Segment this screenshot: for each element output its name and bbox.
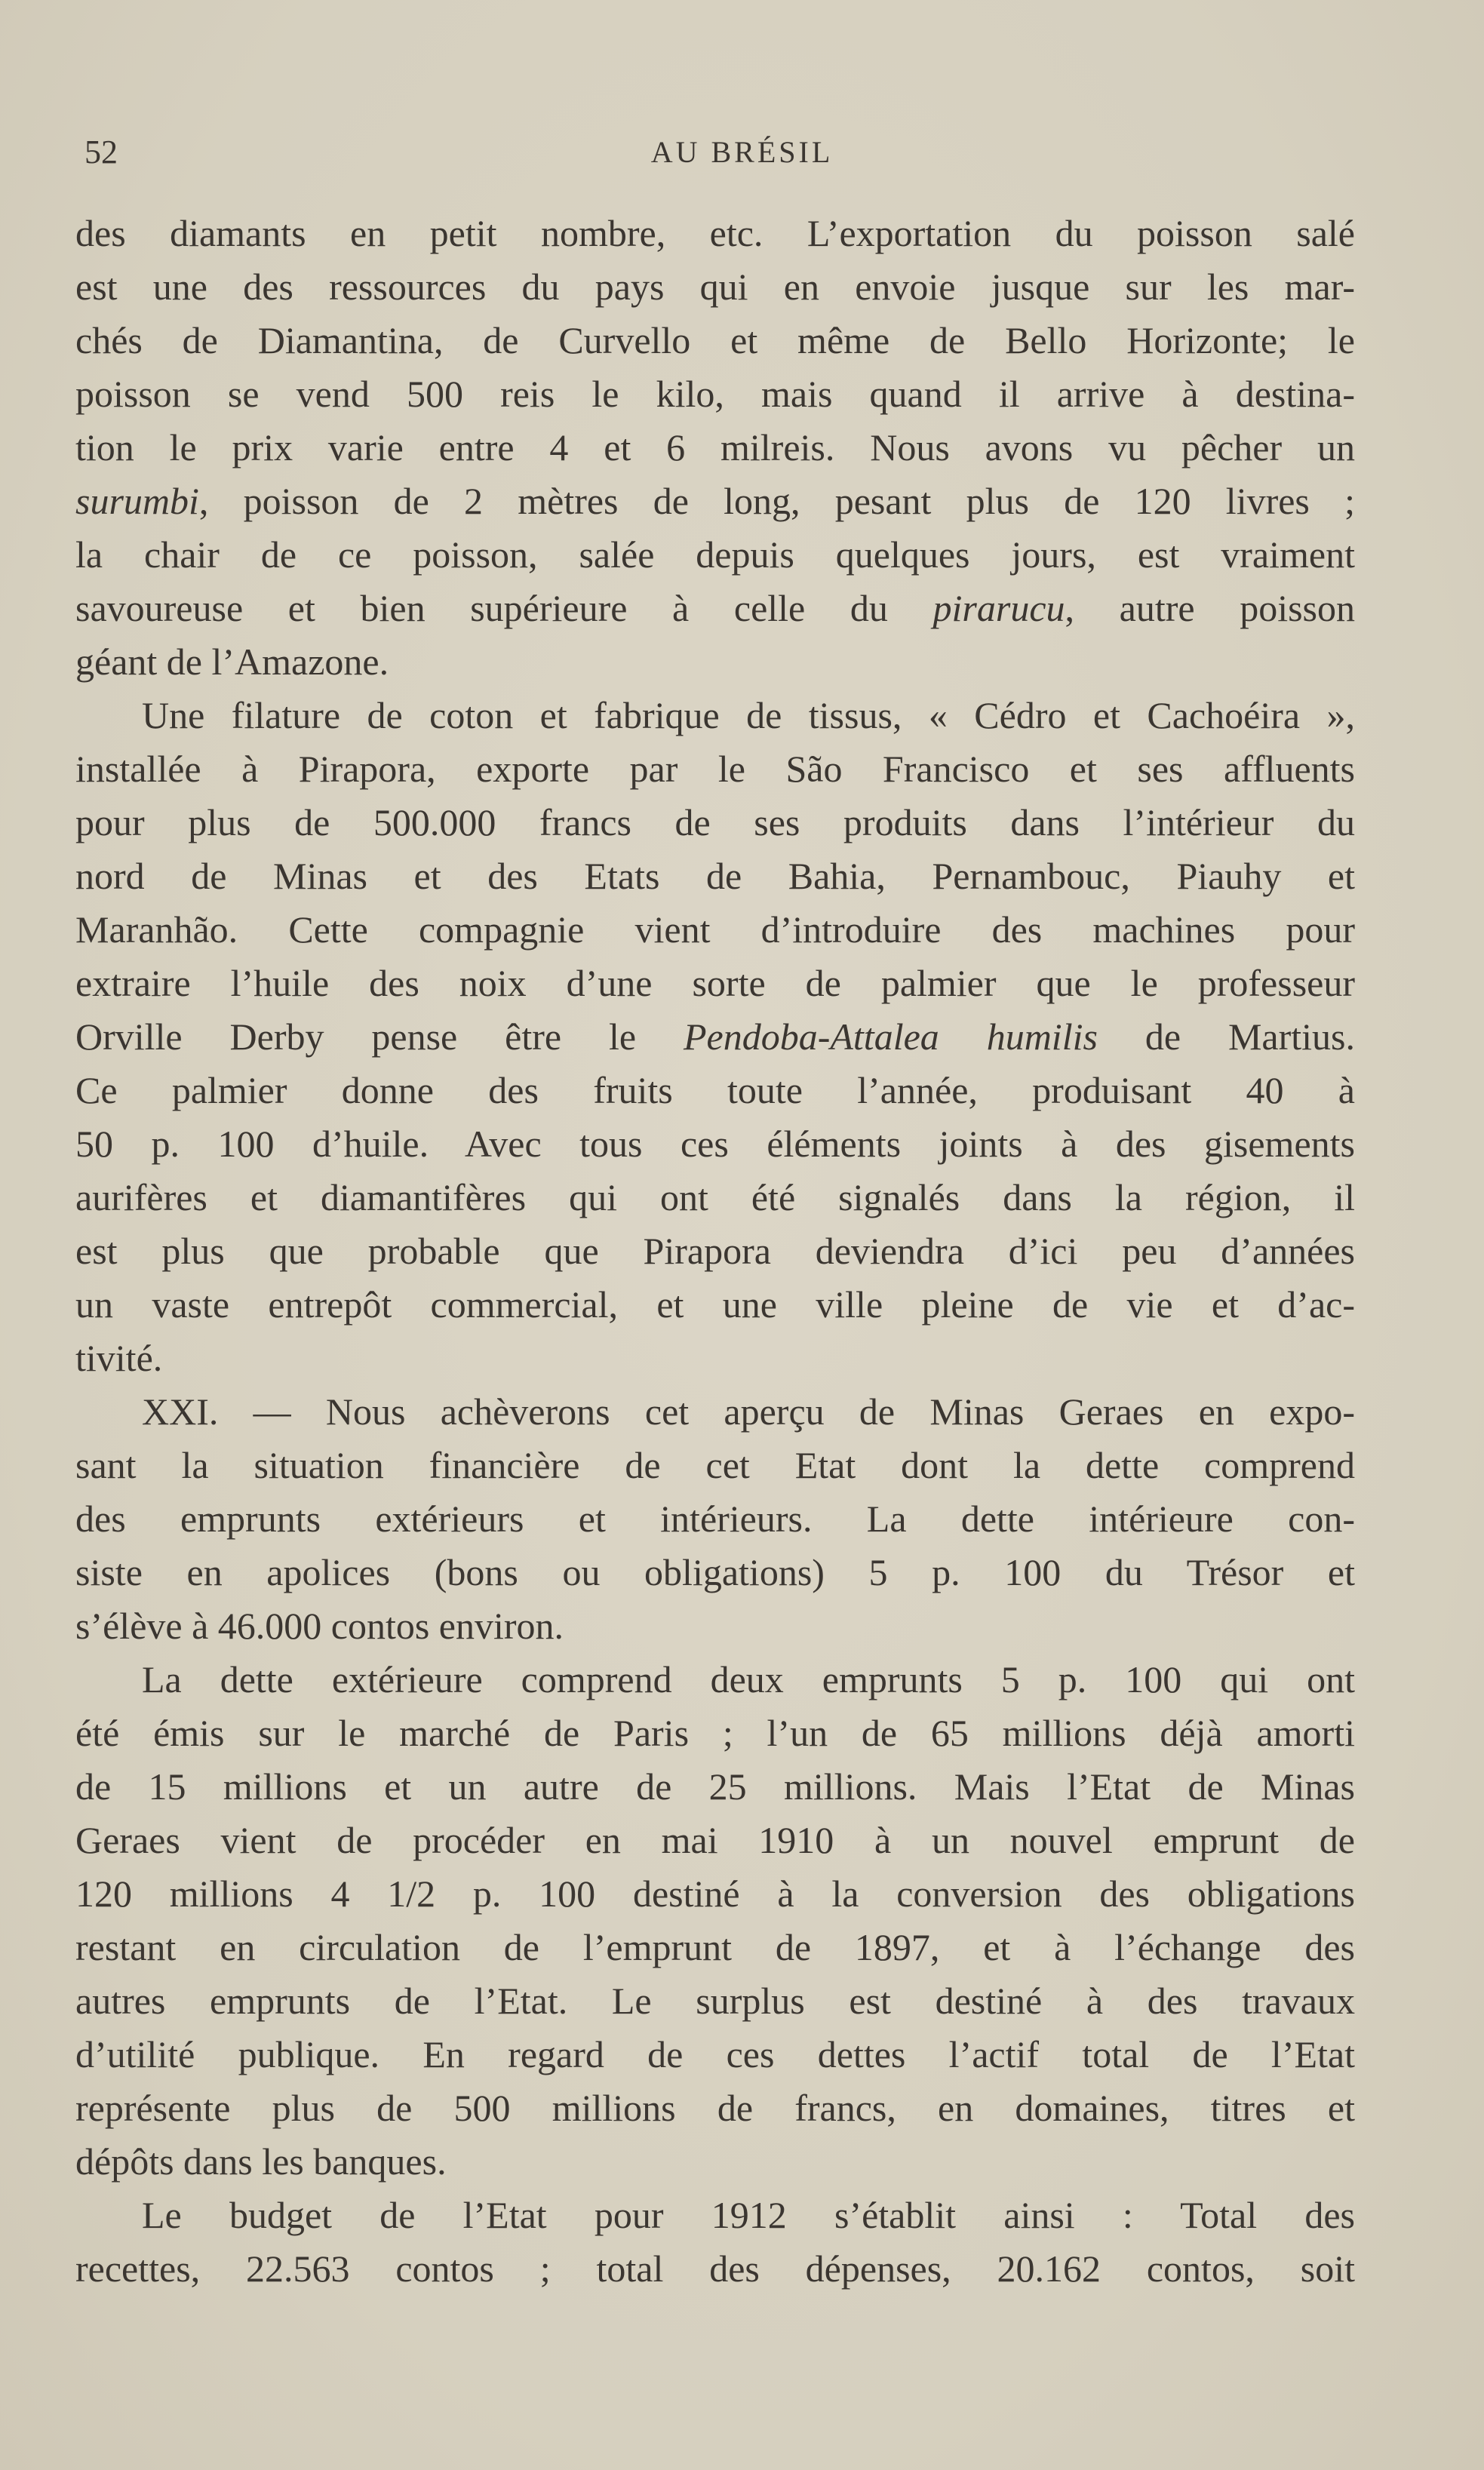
text-line [75,957,1355,1010]
text-segment: des diamants en petit nombre, etc. L’exportation du poisson salé [75,212,1355,254]
running-head: AU BRÉSIL [650,135,834,169]
text-segment: tion le prix varie entre 4 et 6 milreis. Nous avons vu pêcher un [75,426,1355,469]
text-segment: des emprunts extérieurs et intérieurs. La dette intérieure con- [75,1498,1355,1540]
text-line [75,1064,1355,1117]
text-segment: , autre poisson [1065,587,1356,629]
text-segment: recettes, 22.563 contos ; total des dépenses, 20.162 contos, soit [75,2247,1355,2290]
text-line [75,1921,1355,1974]
paragraph [75,689,1355,1385]
text-segment: de 15 millions et un autre de 25 millions. Mais l’Etat de Minas [75,1765,1355,1808]
text-segment: été émis sur le marché de Paris ; l’un de 65 millions déjà amorti [75,1712,1355,1754]
text-line [75,2189,1355,2242]
text-line [75,635,1355,689]
text-line [75,1171,1355,1224]
paragraph [75,1385,1355,1653]
text-line [75,314,1355,367]
text-line [75,582,1355,635]
text-segment: autres emprunts de l’Etat. Le surplus est destiné à des travaux [75,1980,1355,2022]
text-segment: représente plus de 500 millions de francs, en domaines, titres et [75,2087,1355,2129]
text-line [75,475,1355,528]
text-segment: la chair de ce poisson, salée depuis quelques jours, est vraiment [75,533,1355,576]
text-segment: dépôts dans les banques. [75,2140,447,2183]
text-line [75,1439,1355,1492]
text-segment: aurifères et diamantifères qui ont été signalés dans la région, il [75,1176,1355,1218]
text-segment: 50 p. 100 d’huile. Avec tous ces éléments joints à des gisements [75,1123,1355,1165]
text-segment: installée à Pirapora, exporte par le São Francisco et ses affluents [75,748,1355,790]
text-line [75,689,1355,742]
text-line [75,2242,1355,2296]
text-line [75,2081,1355,2135]
text-line [75,2135,1355,2189]
text-line [75,1653,1355,1707]
text-line [75,260,1355,314]
text-segment: sant la situation financière de cet Etat dont la dette comprend [75,1444,1355,1486]
page-number: 52 [84,134,118,171]
text-segment: un vaste entrepôt commercial, et une ville pleine de vie et d’ac- [75,1283,1355,1326]
text-segment: La dette extérieure comprend deux emprunts 5 p. 100 qui ont [142,1658,1355,1700]
text-line [75,1974,1355,2028]
text-line [75,849,1355,903]
text-line [75,903,1355,957]
text-segment: pour plus de 500.000 francs de ses produits dans l’intérieur du [75,801,1355,843]
text-segment: est plus que probable que Pirapora deviendra d’ici peu d’années [75,1230,1355,1272]
text-line [75,421,1355,475]
paragraph [75,2189,1355,2296]
text-segment: Une filature de coton et fabrique de tissus, « Cédro et Cachoéira », [142,694,1355,736]
paragraph [75,207,1355,689]
text-line [75,207,1355,260]
text-segment: XXI. — Nous achèverons cet aperçu de Minas Geraes en expo- [142,1390,1355,1433]
text-line [75,1117,1355,1171]
text-segment: tivité. [75,1337,163,1379]
text-line [75,1224,1355,1278]
italic-term: pirarucu [932,587,1065,629]
text-line [75,1546,1355,1599]
text-segment: Geraes vient de procéder en mai 1910 à un nouvel emprunt de [75,1819,1355,1861]
text-segment: de Martius. [1097,1015,1355,1058]
body-text [75,207,1355,2296]
text-line [75,1867,1355,1921]
text-segment: poisson se vend 500 reis le kilo, mais quand il arrive à destina- [75,373,1355,415]
text-line [75,1385,1355,1439]
text-segment: est une des ressources du pays qui en envoie jusque sur les mar- [75,266,1355,308]
text-line [75,1707,1355,1760]
text-segment: Maranhão. Cette compagnie vient d’introduire des machines pour [75,908,1355,951]
italic-term: surumbi [75,480,199,522]
text-segment: d’utilité publique. En regard de ces dettes l’actif total de l’Etat [75,2033,1355,2075]
italic-term: Pendoba-Attalea humilis [683,1015,1098,1058]
text-line [75,367,1355,421]
text-segment: géant de l’Amazone. [75,641,389,683]
text-line [75,796,1355,849]
paragraph [75,1653,1355,2189]
text-line [75,742,1355,796]
text-line [75,1492,1355,1546]
text-line [75,1599,1355,1653]
text-segment: 120 millions 4 1/2 p. 100 destiné à la conversion des obligations [75,1872,1355,1915]
text-segment: savoureuse et bien supérieure à celle du [75,587,933,629]
text-segment: , poisson de 2 mètres de long, pesant plus de 120 livres ; [198,480,1355,522]
text-line [75,1814,1355,1867]
text-segment: nord de Minas et des Etats de Bahia, Pernambouc, Piauhy et [75,855,1355,897]
text-line [75,2028,1355,2081]
text-segment: Orville Derby pense être le [75,1015,684,1058]
text-segment: Ce palmier donne des fruits toute l’année, produisant 40 à [75,1069,1355,1111]
text-segment: extraire l’huile des noix d’une sorte de palmier que le professeur [75,962,1355,1004]
text-segment: s’élève à 46.000 contos environ. [75,1605,564,1647]
text-line [75,1010,1355,1064]
text-segment: Le budget de l’Etat pour 1912 s’établit ainsi : Total des [142,2194,1355,2236]
text-segment: siste en apolices (bons ou obligations) 5 p. 100 du Trésor et [75,1551,1355,1593]
text-line [75,528,1355,582]
text-segment: restant en circulation de l’emprunt de 1897, et à l’échange des [75,1926,1355,1968]
text-segment: chés de Diamantina, de Curvello et même de Bello Horizonte; le [75,319,1355,361]
text-line [75,1332,1355,1385]
text-line [75,1760,1355,1814]
text-line [75,1278,1355,1332]
